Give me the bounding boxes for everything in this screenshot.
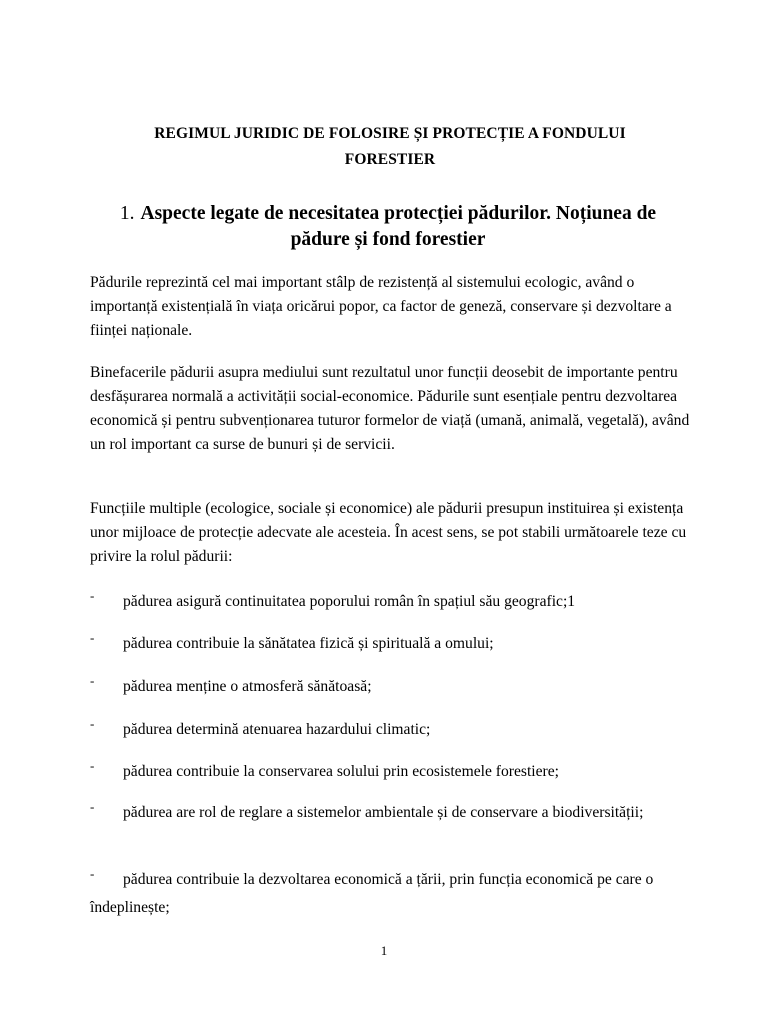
list-item-text: pădurea contribuie la sănătatea fizică și spirituală a omului; xyxy=(123,635,494,652)
list-item xyxy=(90,588,702,616)
list-item-text: pădurea asigură continuitatea poporului român în spațiul său geografic;1 xyxy=(123,593,576,610)
paragraph-3: Funcțiile multiple (ecologice, sociale și economice) ale pădurii presupun instituirea și existența unor mijloace de protecție adecvate ale acesteia. În acest sens, se pot stabili următoarele teze cu privire la rolul pădurii: xyxy=(90,500,687,565)
bullet-marker: - xyxy=(90,630,95,645)
list-item xyxy=(90,758,702,786)
paragraph-2: Binefacerile pădurii asupra mediului sunt rezultatul unor funcții deosebit de importante pentru desfășurarea normală a activității social-economice. Pădurile sunt esențiale pentru dezvoltarea economică și pentru subvenționarea tuturor formelor de viață (umană, animală, vegetală), având un rol important ca surse de bunuri și de servicii. xyxy=(90,364,690,453)
bullet-marker: - xyxy=(90,758,95,773)
bullet-marker: - xyxy=(90,866,95,881)
list-item xyxy=(90,673,702,701)
list-item xyxy=(90,716,702,744)
list-item xyxy=(90,630,702,658)
bullet-marker: - xyxy=(90,799,95,814)
bullet-marker: - xyxy=(90,673,95,688)
list-item-text: pădurea determină atenuarea hazardului climatic; xyxy=(123,721,431,738)
page-number: 1 xyxy=(380,943,388,958)
section-number: 1. xyxy=(119,203,135,224)
list-item-text: pădurea are rol de reglare a sistemelor ambientale și de conservare a biodiversității; xyxy=(123,804,644,821)
section-heading-text: Aspecte legate de necesitatea protecției pădurilor. Noțiunea de pădure și fond forestier xyxy=(140,203,657,250)
list-item-text: pădurea contribuie la dezvoltarea economică a țării, prin funcția economică pe care o îndeplinește; xyxy=(90,871,654,916)
paragraph-1: Pădurile reprezintă cel mai important stâlp de rezistență al sistemului ecologic, având o importanță existențială în viața oricărui popor, ca factor de geneză, conservare și dezvoltare a ființei naționale. xyxy=(90,274,672,339)
list-item xyxy=(90,799,702,827)
section-heading xyxy=(108,201,668,253)
list-item-text: pădurea menține o atmosferă sănătoasă; xyxy=(123,678,372,695)
list-item-text: pădurea contribuie la conservarea solului prin ecosistemele forestiere; xyxy=(123,763,560,780)
bullet-marker: - xyxy=(90,588,95,603)
document-title: REGIMUL JURIDIC DE FOLOSIRE ȘI PROTECȚIE A FONDULUI FORESTIER xyxy=(154,125,626,168)
list-item xyxy=(90,866,702,922)
bullet-marker: - xyxy=(90,716,95,731)
